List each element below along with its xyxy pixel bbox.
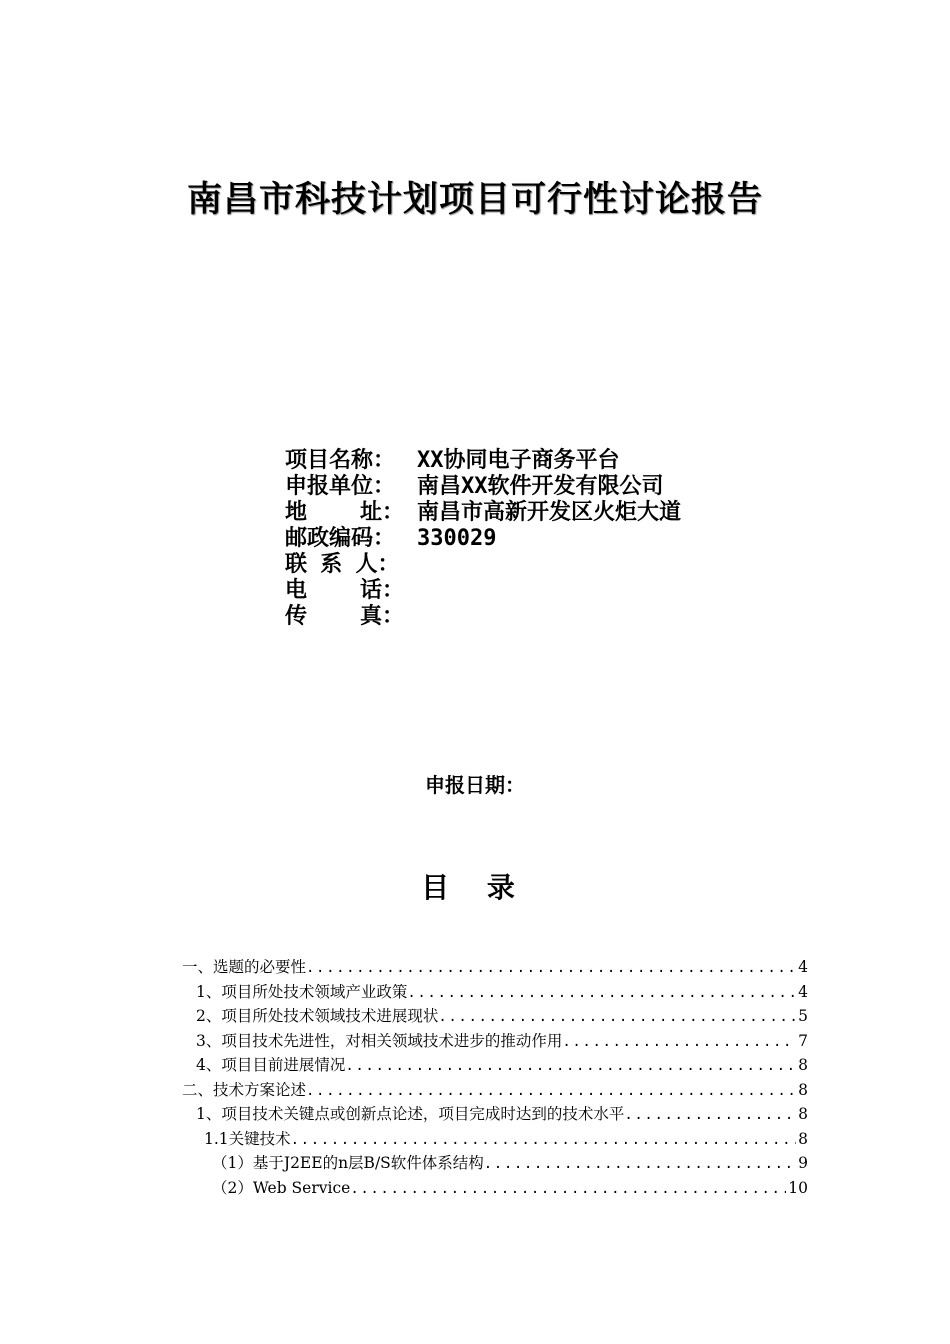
toc-entry-text: 1、项目所处技术领域产业政策	[196, 982, 408, 1001]
toc-entry-text: 1.1关键技术	[204, 1129, 291, 1148]
info-label: 传 真：	[284, 604, 404, 629]
info-label: 项目名称：	[284, 448, 395, 473]
toc-page-number: 8	[798, 1080, 808, 1099]
toc-leader	[407, 981, 796, 1005]
info-value: 330029	[416, 526, 497, 551]
toc-leader	[291, 1128, 796, 1152]
toc-entry[interactable]	[182, 1078, 808, 1103]
toc-entry-text: 一、选题的必要性	[182, 958, 307, 976]
toc-leader	[345, 1054, 796, 1078]
toc-entry[interactable]	[182, 1029, 808, 1054]
toc-entry-text: 4、项目目前进展情况	[196, 1056, 346, 1074]
info-label: 地 址：	[284, 500, 404, 525]
project-info-block	[232, 422, 681, 629]
toc-entry[interactable]	[182, 1102, 808, 1127]
info-value: 南昌市高新开发区火炬大道	[416, 500, 681, 525]
toc-page-number: 7	[798, 1031, 808, 1050]
toc-entry[interactable]	[182, 1176, 808, 1201]
toc-leader	[306, 1079, 796, 1103]
toc-entry-text: 3、项目技术先进性，对相关领域技术进步的推动作用	[196, 1031, 563, 1050]
toc-page-number: 8	[798, 1129, 808, 1148]
toc-leader	[350, 1177, 786, 1201]
document-title: 南昌市科技计划项目可行性讨论报告	[186, 180, 763, 220]
toc-leader	[438, 1005, 796, 1029]
toc-entry[interactable]	[182, 1127, 808, 1152]
toc-title: 目 录	[421, 871, 529, 904]
toc-leader	[624, 1103, 796, 1127]
toc-entry-text: 1、项目技术关键点或创新点论述，项目完成时达到的技术水平	[196, 1105, 625, 1123]
toc-entry[interactable]	[182, 980, 808, 1005]
info-label: 电 话：	[284, 578, 404, 603]
toc-entry-text: （1）基于J2EE的n层B/S软件体系结构	[212, 1154, 484, 1172]
info-label: 联 系 人：	[284, 552, 400, 577]
application-date-label: 申报日期：	[425, 773, 525, 797]
toc-page-number: 5	[798, 1007, 808, 1025]
toc-leader	[562, 1030, 796, 1054]
toc-page-number: 10	[788, 1178, 808, 1197]
toc-page-number: 8	[798, 1056, 808, 1074]
toc-entry[interactable]	[182, 1151, 808, 1176]
info-label: 邮政编码：	[284, 526, 395, 551]
toc-entry[interactable]	[182, 1053, 808, 1078]
info-value: XX协同电子商务平台	[416, 448, 620, 473]
toc-page-number: 9	[798, 1154, 808, 1172]
toc-leader	[306, 956, 796, 980]
toc-entry-text: （2）Web Service	[212, 1178, 351, 1197]
info-label: 申报单位：	[284, 474, 395, 499]
toc-entry-text: 2、项目所处技术领域技术进展现状	[196, 1007, 439, 1025]
info-value: 南昌XX软件开发有限公司	[416, 474, 664, 499]
toc-entry[interactable]	[182, 1004, 808, 1029]
toc-page-number: 4	[798, 958, 808, 976]
toc-page-number: 4	[798, 982, 808, 1001]
toc-entry[interactable]	[182, 955, 808, 980]
toc-entry-text: 二、技术方案论述	[182, 1080, 307, 1099]
info-row-project-name	[232, 422, 681, 473]
toc-leader	[484, 1152, 796, 1176]
toc-page-number: 8	[798, 1105, 808, 1123]
table-of-contents	[182, 955, 808, 1200]
